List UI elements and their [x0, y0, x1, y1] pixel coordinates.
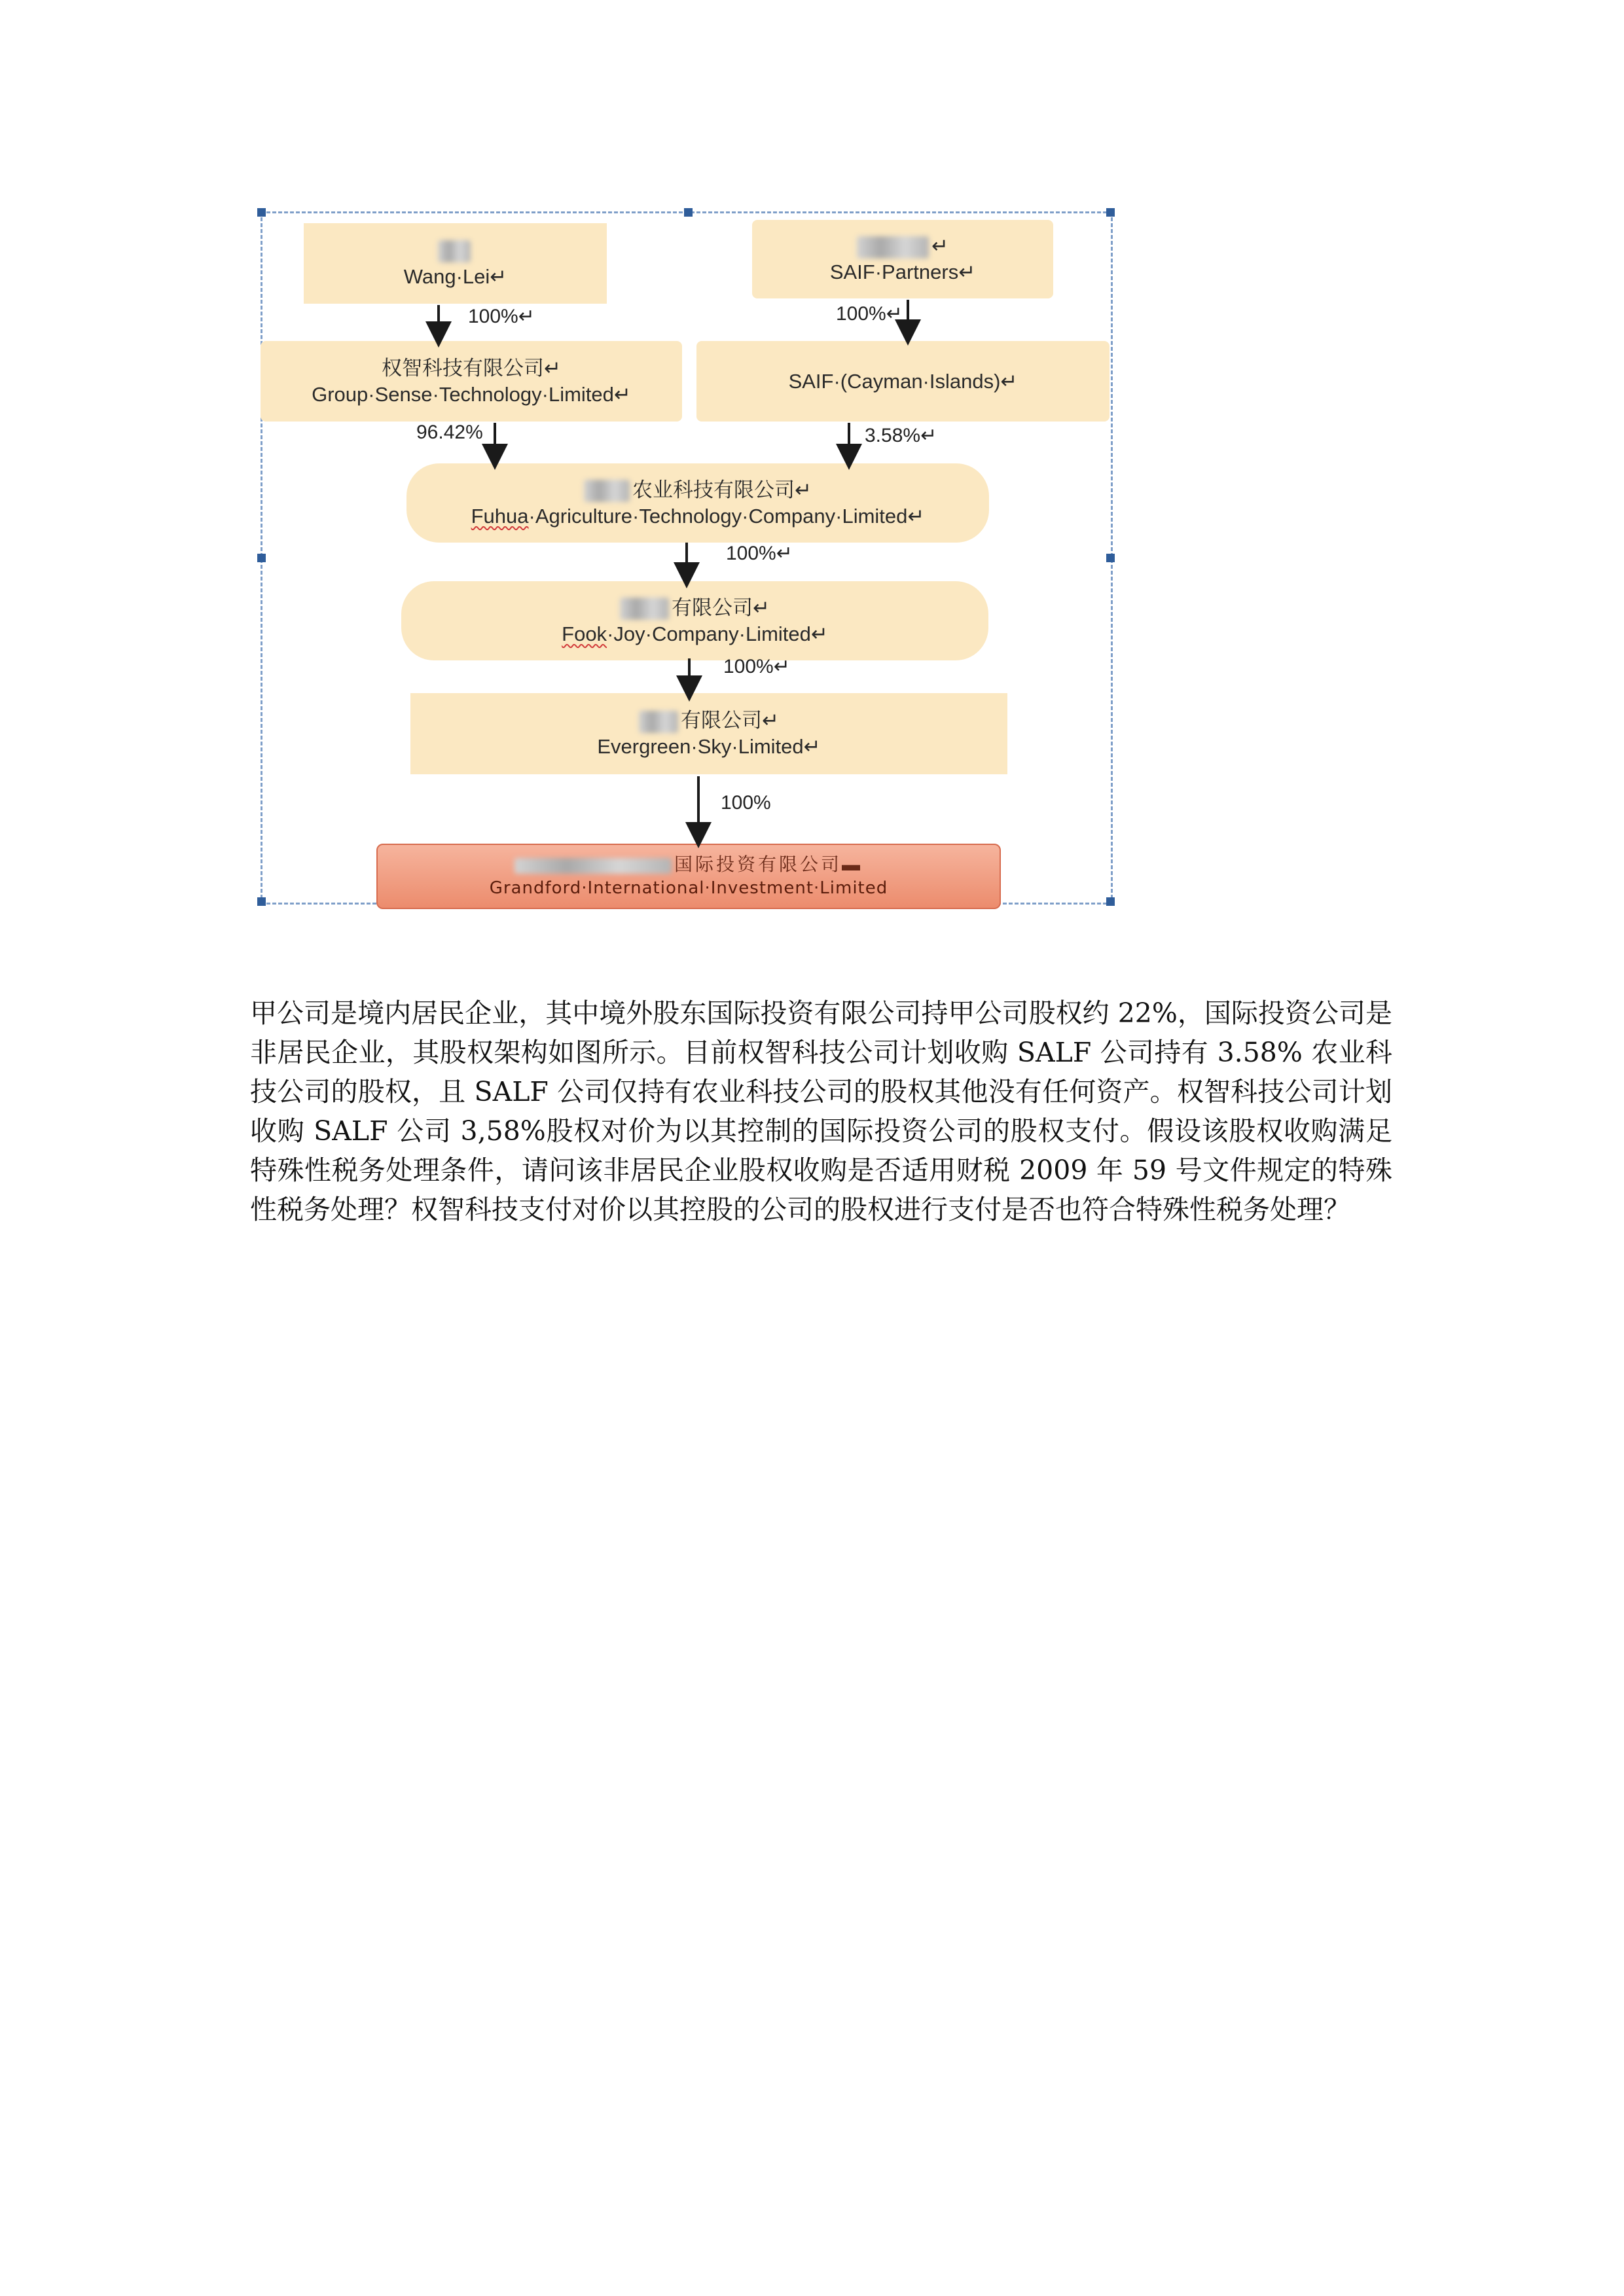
- percentage-label: 96.42%: [416, 422, 483, 443]
- node-label-en: SAIF·Partners↵: [829, 260, 976, 283]
- node-label-en: Evergreen·Sky·Limited↵: [597, 735, 821, 758]
- node-label-en: Fuhua·Agriculture·Technology·Company·Limited↵: [471, 504, 925, 528]
- node-label-cn: 国际投资有限公司▬: [514, 853, 863, 876]
- node-label-en: SAIF·(Cayman·Islands)↵: [788, 369, 1018, 393]
- node-label-cn: 农业科技有限公司↵: [584, 477, 812, 503]
- percentage-label: 100%: [721, 792, 771, 814]
- node-label-en: Grandford·International·Investment·Limited: [489, 878, 888, 898]
- node-label-cn: 有限公司↵: [639, 708, 779, 734]
- body-paragraph: 甲公司是境内居民企业，其中境外股东国际投资有限公司持甲公司股权约 22%，国际投资公司是非居民企业，其股权架构如图所示。目前权智科技公司计划收购 SALF 公司持有 3.58% 农业科技公司的股权，且 SALF 公司仅持有农业科技公司的股权其他没有任何资产。权智科技公司计划收购 SALF 公司 3,58%股权对价为以其控制的国际投资公司的股权支付。假设该股权收购满足特殊性税务处理条件，请问该非居民企业股权收购是否适用财税 2009 年 59 号文件规定的特殊性税务处理？权智科技支付对价以其控股的公司的股权进行支付是否也符合特殊性税务处理？: [250, 997, 1392, 1225]
- node-label-cn: 有限公司↵: [620, 595, 770, 621]
- ownership-arrows: [262, 213, 1115, 906]
- percentage-label: 100%↵: [726, 543, 793, 564]
- node-label-en: Fook·Joy·Company·Limited↵: [562, 622, 828, 645]
- percentage-label: 100%↵: [836, 303, 903, 325]
- percentage-label: 3.58%↵: [865, 425, 937, 446]
- node-label-cn: 权智科技有限公司↵: [382, 356, 561, 380]
- ownership-structure-diagram: [261, 211, 1113, 905]
- node-label-en: Wang·Lei↵: [403, 264, 507, 288]
- percentage-label: 100%↵: [468, 306, 535, 327]
- node-label-cn: ↵: [857, 233, 948, 259]
- node-label-en: Group·Sense·Technology·Limited↵: [312, 382, 631, 406]
- percentage-label: 100%↵: [723, 656, 790, 677]
